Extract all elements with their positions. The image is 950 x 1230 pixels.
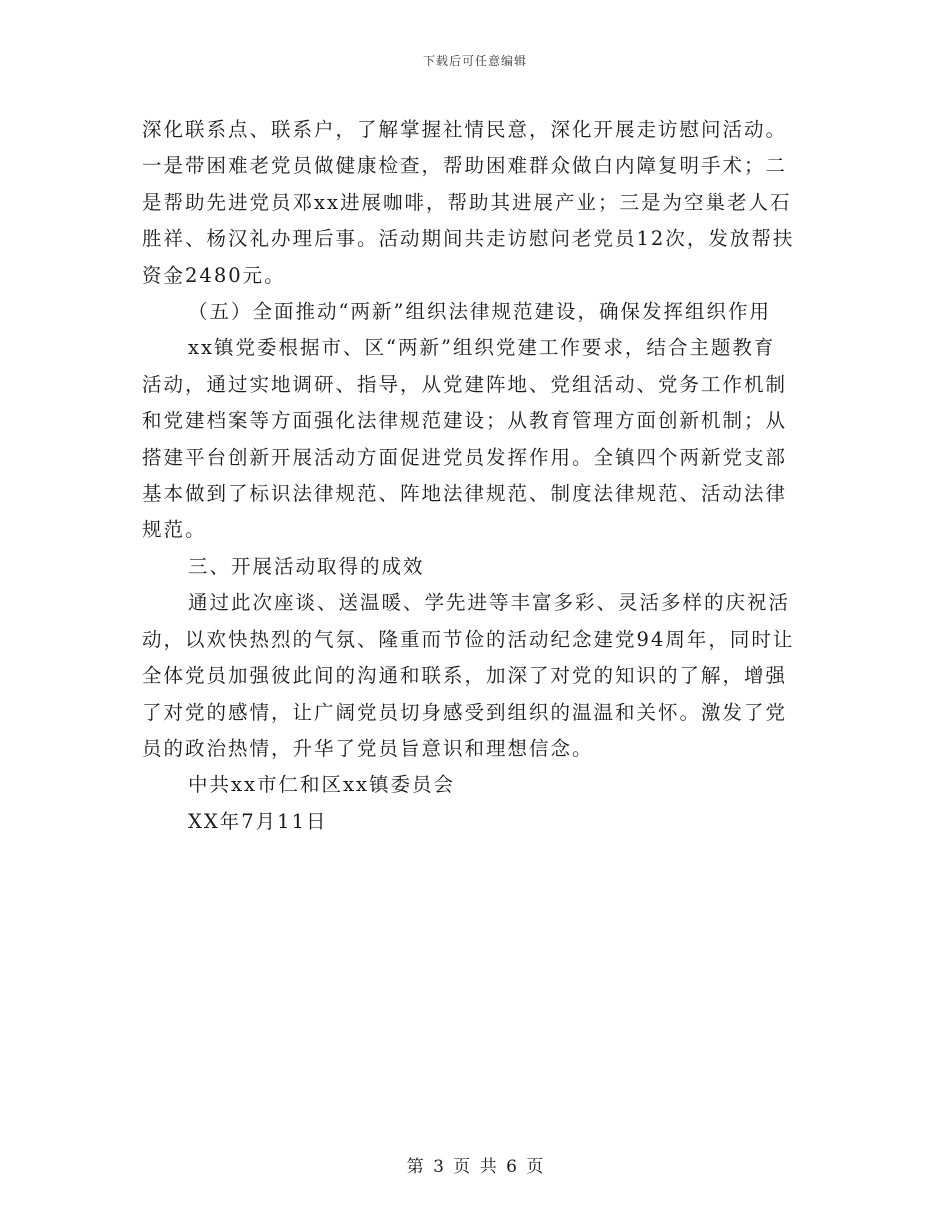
- body-line: 和党建档案等方面强化法律规范建设；从教育管理方面创新机制；从: [142, 409, 788, 433]
- body-line: 活动，通过实地调研、指导，从党建阵地、党组活动、党务工作机制: [142, 372, 788, 396]
- body-line: 是帮助先进党员邓xx进展咖啡，帮助其进展产业；三是为空巢老人石: [142, 190, 792, 214]
- body-line: 规范。: [142, 518, 207, 542]
- signature-date: XX年7月11日: [188, 809, 328, 833]
- body-line: 通过此次座谈、送温暖、学先进等丰富多彩、灵活多样的庆祝活: [188, 591, 791, 615]
- body-line: 了对党的感情，让广阔党员切身感受到组织的温温和关怀。激发了党: [142, 700, 788, 724]
- body-line: 动，以欢快热烈的气氛、隆重而节俭的活动纪念建党94周年，同时让: [142, 627, 795, 651]
- body-line: 全体党员加强彼此间的沟通和联系，加深了对党的知识的了解，增强: [142, 664, 788, 688]
- body-line: 员的政治热情，升华了党员旨意识和理想信念。: [142, 736, 594, 760]
- section-heading: 三、开展活动取得的成效: [188, 554, 425, 578]
- body-line: xx镇党委根据市、区“两新”组织党建工作要求，结合主题教育: [188, 336, 776, 360]
- body-line: 深化联系点、联系户，了解掌握社情民意，深化开展走访慰问活动。: [142, 118, 788, 141]
- page-number: 第 3 页 共 6 页: [406, 1157, 544, 1177]
- document-body: [142, 112, 810, 840]
- page-header: 下载后可任意编辑: [422, 54, 527, 68]
- section-heading: （五）全面推动“两新”组织法律规范建设，确保发挥组织作用: [188, 300, 771, 324]
- body-line: 一是带困难老党员做健康检查，帮助困难群众做白内障复明手术；二: [142, 154, 788, 178]
- body-line: 基本做到了标识法律规范、阵地法律规范、制度法律规范、活动法律: [142, 482, 788, 506]
- body-line: 搭建平台创新开展活动方面促进党员发挥作用。全镇四个两新党支部: [142, 445, 788, 469]
- body-line: 资金2480元。: [142, 263, 286, 287]
- body-line: 胜祥、杨汉礼办理后事。活动期间共走访慰问老党员12次，发放帮扶: [142, 227, 795, 251]
- signature-organization: 中共xx市仁和区xx镇委员会: [188, 773, 455, 797]
